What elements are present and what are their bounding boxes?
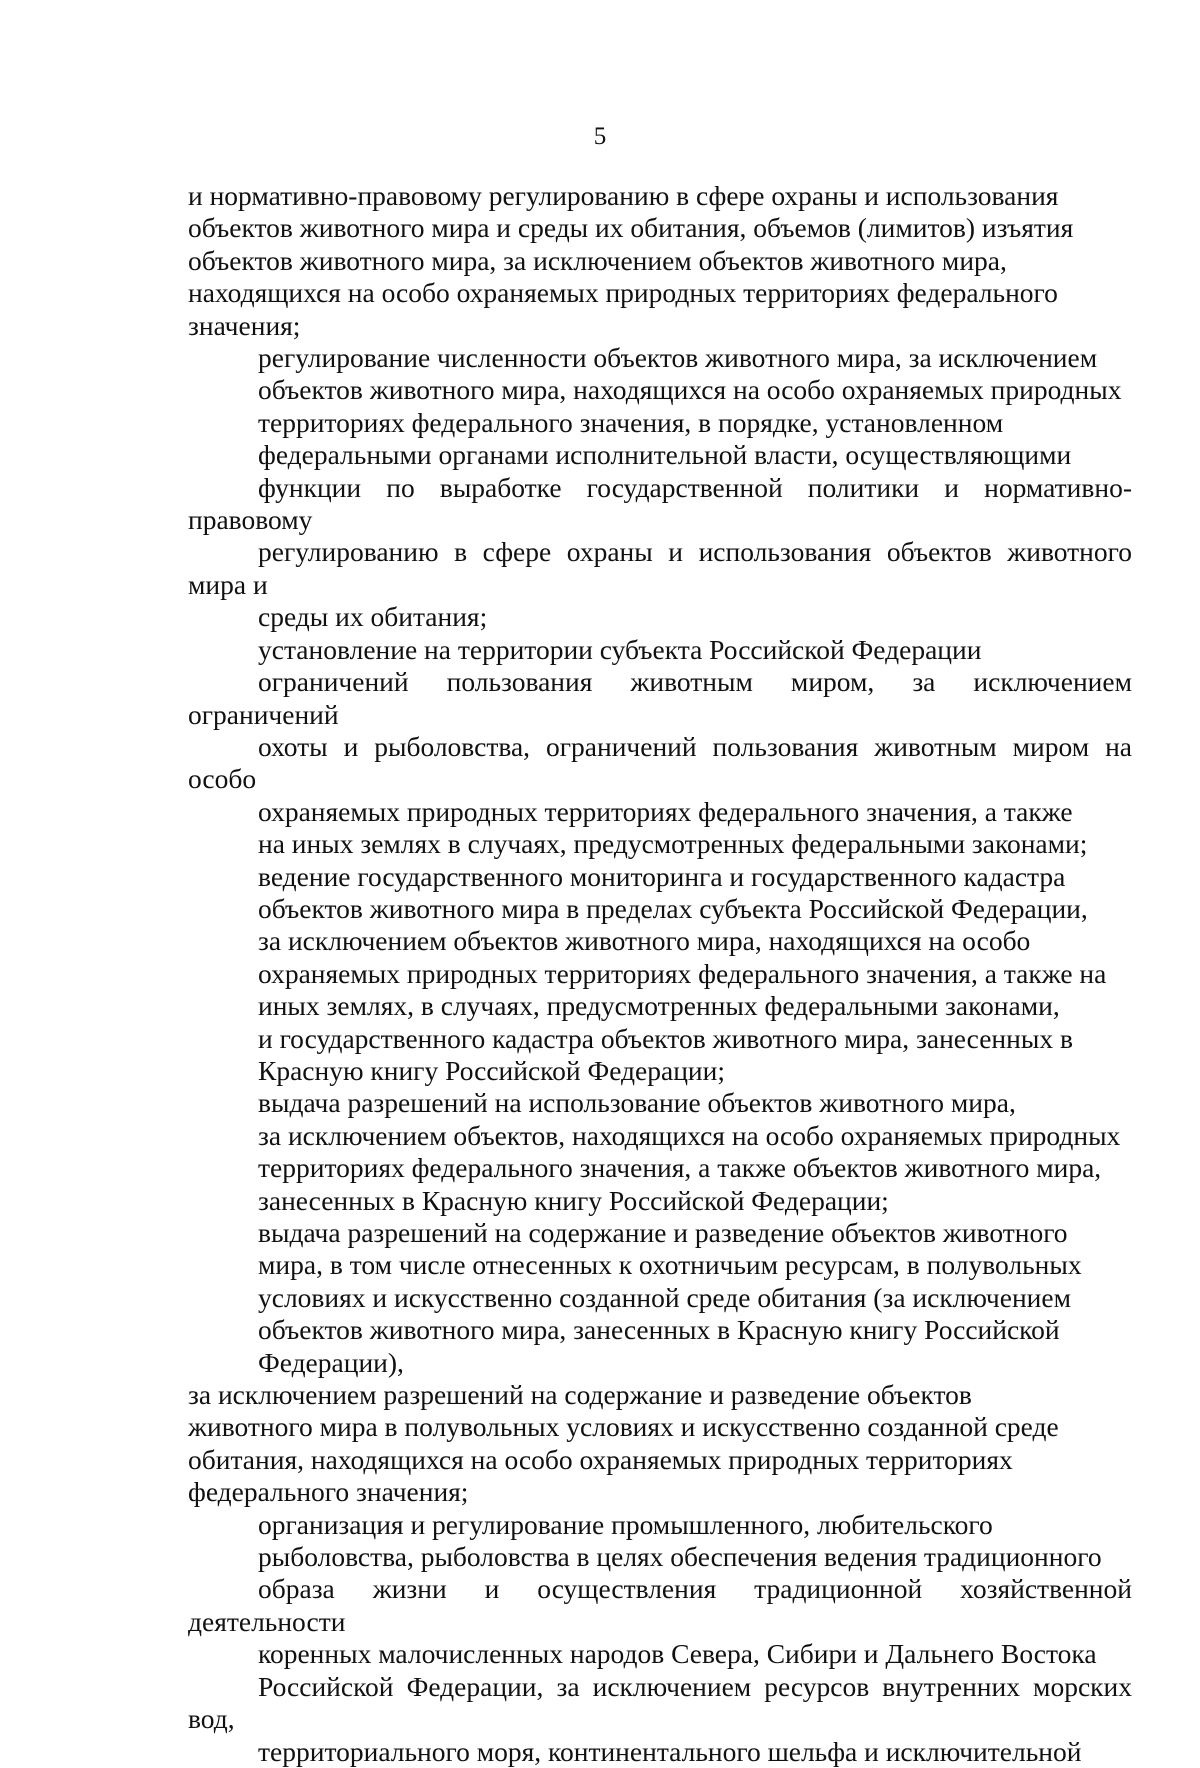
text-line: за исключением объектов животного мира, находящихся на особо xyxy=(258,925,1031,957)
text-line: функции по выработке государственной политики и нормативно-правовому xyxy=(188,471,1132,536)
text-line: и нормативно-правовому регулированию в сфере охраны и использования xyxy=(188,180,1059,211)
text-line: регулирование численности объектов животного мира, за исключением xyxy=(258,342,1098,374)
text-line: иных землях, в случаях, предусмотренных федеральными законами, xyxy=(258,990,1060,1022)
paragraph-6 xyxy=(188,1379,1132,1509)
text-line: установление на территории субъекта Российской Федерации xyxy=(258,633,982,665)
paragraph-2 xyxy=(188,634,1132,861)
document-body xyxy=(188,180,1132,1768)
text-line: ведение государственного мониторинга и государственного кадастра xyxy=(258,860,1066,892)
paragraph-4 xyxy=(188,1087,1132,1217)
text-line: организация и регулирование промышленного, любительского xyxy=(258,1508,993,1540)
text-line: охоты и рыболовства, ограничений пользования животным миром на особо xyxy=(188,730,1132,795)
paragraph-1 xyxy=(188,342,1132,634)
text-line: занесенных в Красную книгу Российской Федерации; xyxy=(258,1184,889,1216)
text-line: Российской Федерации, за исключением ресурсов внутренних морских вод, xyxy=(188,1670,1132,1735)
text-line: выдача разрешений на использование объектов животного мира, xyxy=(258,1087,1016,1119)
text-line: среды их обитания; xyxy=(258,601,488,633)
text-line: ограничений пользования животным миром, за исключением ограничений xyxy=(188,666,1132,730)
text-line: территориях федерального значения, а также объектов животного мира, xyxy=(258,1152,1102,1184)
text-line: территориях федерального значения, в порядке, установленном xyxy=(258,406,1004,438)
text-line: федерального значения; xyxy=(188,1476,469,1508)
text-line: за исключением разрешений на содержание и разведение объектов xyxy=(188,1379,972,1411)
text-line: рыболовства, рыболовства в целях обеспечения ведения традиционного xyxy=(258,1541,1102,1573)
text-line: федеральными органами исполнительной власти, осуществляющими xyxy=(258,439,1072,471)
text-line: объектов животного мира, занесенных в Красную книгу Российской xyxy=(258,1314,1060,1346)
text-line: территориального моря, континентального шельфа и исключительной xyxy=(258,1735,1082,1767)
paragraph-0 xyxy=(188,180,1132,342)
text-line: охраняемых природных территориях федерального значения, а также xyxy=(258,795,1073,827)
page-number: 5 xyxy=(593,123,607,150)
text-line: обитания, находящихся на особо охраняемых природных территориях xyxy=(188,1443,1013,1475)
text-line: образа жизни и осуществления традиционной хозяйственной деятельности xyxy=(188,1573,1132,1637)
text-line: охраняемых природных территориях федерального значения, а также на xyxy=(258,957,1107,989)
text-line: регулированию в сфере охраны и использования объектов животного мира и xyxy=(188,536,1132,600)
text-line: условиях и искусственно созданной среде обитания (за исключением xyxy=(258,1281,1071,1313)
text-line: за исключением объектов, находящихся на особо охраняемых природных xyxy=(258,1119,1121,1151)
text-line: животного мира в полувольных условиях и искусственно созданной среде xyxy=(188,1411,1059,1443)
text-line: Федерации), xyxy=(258,1346,404,1378)
paragraph-7 xyxy=(188,1509,1132,1768)
text-line: объектов животного мира, за исключением объектов животного мира, xyxy=(188,244,1007,276)
paragraph-5 xyxy=(188,1217,1132,1379)
text-line: и государственного кадастра объектов животного мира, занесенных в xyxy=(258,1022,1073,1054)
text-line: Красную книгу Российской Федерации; xyxy=(258,1054,726,1086)
text-line: коренных малочисленных народов Севера, Сибири и Дальнего Востока xyxy=(258,1638,1097,1670)
paragraph-3 xyxy=(188,861,1132,1088)
text-line: на иных землях в случаях, предусмотренных федеральными законами; xyxy=(258,828,1088,860)
text-line: объектов животного мира, находящихся на особо охраняемых природных xyxy=(258,374,1122,406)
text-line: объектов животного мира в пределах субъекта Российской Федерации, xyxy=(258,892,1088,924)
text-line: объектов животного мира и среды их обитания, объемов (лимитов) изъятия xyxy=(188,212,1074,244)
text-line: мира, в том числе отнесенных к охотничьим ресурсам, в полувольных xyxy=(258,1249,1082,1281)
text-line: значения; xyxy=(188,309,301,341)
text-line: выдача разрешений на содержание и разведение объектов животного xyxy=(258,1217,1068,1248)
text-line: находящихся на особо охраняемых природных территориях федерального xyxy=(188,277,1058,309)
